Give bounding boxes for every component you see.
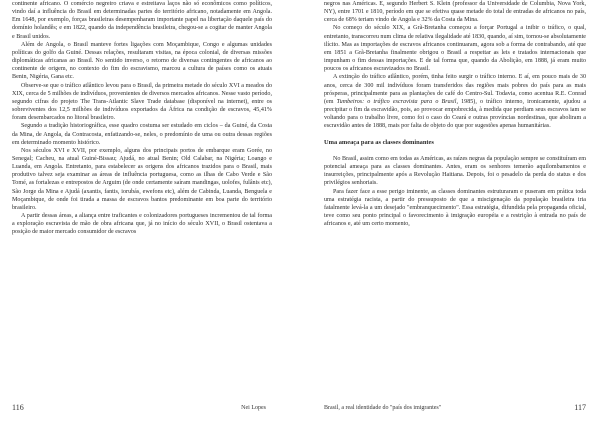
left-page-text	[12, 0, 272, 237]
page-number: 116	[12, 403, 24, 412]
paragraph: Observe-se que o tráfico atlântico levou para o Brasil, da primeira metade do século XVI a meados do XIX, cerca de 5 milhões de indivíduos, provenientes de diversos mercados africanos. Nesse vasto período, segundo cifras do projeto The Trans-Atlantic Slave Trade database (disponível na internet), entre os sobreviventes dos 12,5 milhões de indivíduos exportados da África na condição de escravos, 45,41% foram desembarcados no litoral brasileiro.	[12, 82, 272, 122]
paragraph: continente africano. O comércio negreiro criava e estreitava laços não só econômicos como políticos, vindo daí a influência do Brasil em determinadas partes do território africano, notadamente em Angola. Em 1648, por exemplo, forças brasileiras desempenharam importante papel na libertação daquele país do domínio holandês; e em 1822, quando da independência brasileira, chegou-se a cogitar de manter Angola e Brasil unidos.	[12, 1, 272, 40]
running-head: Nei Lopes	[241, 405, 266, 411]
paragraph-with-citation	[324, 73, 586, 130]
paragraph-text: A extinção do tráfico atlântico, porém, tinha feito surgir o tráfico interno. E aí, em pouco mais de 30 anos, cerca de 300 mil indivíduos foram transferidos das regiões mais pobres do país para as mais prósperas, principalmente para as plantações de café do Centro-Sul. Todavia, como acentua R.E. Conrad (em	[324, 74, 586, 105]
right-page-footer	[324, 402, 586, 414]
paragraph: negros nas Américas. E, segundo Herbert S. Klein (professor da Universidade de Columbia, Nova York, NY), entre 1701 e 1810, período em que se efetiva quase metade do total de entradas de africanos no país, cerca de 68% teriam vindo de Angola e 32% da Costa da Mina.	[324, 1, 586, 24]
right-page-text	[324, 0, 586, 228]
paragraph: No Brasil, assim como em todas as Américas, as raízes negras da população sempre se constituíram em potencial ameaça para as classes dominantes. Antes, eram os senhores temerão aquilombamentos e insurreições, principalmente após a Revolução Haitiana. Depois, foi o pesadelo da perda do status e dos privilégios senhoriais.	[324, 155, 586, 187]
running-head: Brasil, a real identidade do "país dos imigrantes"	[324, 405, 442, 411]
section-heading: Uma ameaça para as classes dominantes	[324, 138, 434, 146]
paragraph-text: , 1985), o tráfico interno, ironicamente, ajudou a precipitar o fim da escravidão, pois, ao provocar empobrecida, à medida que perdiam seus escravos iam se voltando para o trabalho livre, como foi o caso do Ceará e outras províncias nordestinas, que aboliram a escravidão antes de 1888, mais por falta de objeto do que por sugestões apenas humanitárias.	[324, 98, 587, 130]
paragraph: Segundo a tradição historiográfica, esse quadro costuma ser estudado em ciclos – da Guiné, da Costa da Mina, de Angola, da Contracosta, enfatizando-se, neles, o predomínio de uma ou outra dessas regiões em determinado momento histórico.	[12, 123, 272, 146]
paragraph: Para fazer face a esse perigo iminente, as classes dominantes estruturaram e puseram em prática toda uma estratégia racista, a partir do pressuposto de que a miscigenação da população brasileira iria fatalmente levá-la a um desejado "embranquecimento". Essa estratégia, difundida pela propaganda oficial, teve como seu ponto principal o favorecimento à imigração européia e a restrição à entrada no país de africanos e, até um certo momento,	[324, 188, 586, 228]
paragraph: Nos séculos XVI e XVII, por exemplo, alguns dos principais portos de embarque eram Gorée, no Senegal; Cacheu, na atual Guiné-Bissau; Ajudá, no atual Benin; Old Calabar, na Nigéria; Loango e Luanda, em Angola. Entretanto, para estabelecer as origens dos africanos trazidos para o Brasil, mais produtivo talvez seja examinar as áreas de influência portuguesa, como as ilhas de Cabo Verde e São Tomé, as fortalezas e entrepostos de Arguim (de onde certamente saíram mandingas, uolofes, fulânis etc), São Jorge da Mina e Ajudá (axantis, fantis, iorubás, ewefons etc), além de Cabinda, Luanda, Benguela e Moçambique, de onde foi tirada a massa de escravos bantos predominante em boa parte do território brasileiro.	[12, 147, 272, 211]
book-title-italic: Tumbeiros: o tráfico escravista para o Brasil	[336, 98, 457, 105]
paragraph: No começo do século XIX, a Grã-Bretanha começou a forçar Portugal a inibir o tráfico, o qual, entretanto, transcorreu num clima de relativa ilegalidade até 1830, quando, aí sim, tornou-se absolutamente ilícito. Mas as importações de escravos africanos continuaram, agora sob a forma de contrabando, até que em 1851 a Grã-Bretanha finalmente obrigou o Brasil a respeitar as leis e tratados internacionais que impunham o fim dessas importações. E de tal forma que, quando da Abolição, em 1888, já eram muito poucos os africanos escravizados no Brasil.	[324, 25, 586, 73]
paragraph: Além de Angola, o Brasil manteve fortes ligações com Moçambique, Congo e algumas unidades políticas do golfo da Guiné. Dessas relações, resultaram visitas, na época colonial, de diversas missões diplomáticas africanas ao Brasil. No sentido inverso, o retorno de diversas contingentes de africanos ao continente de origem, no contexto do fim do escravismo, marcou a cultura de países como os atuais Benin, Nigéria, Gana etc.	[12, 41, 272, 81]
paragraph: A partir dessas áreas, a aliança entre traficantes e colonizadores portugueses incrementou de tal forma a exploração escravista de mão de obra africana que, já no início do século XVII, o Brasil ostentava a posição de maior mercado consumidor de escravos	[12, 213, 272, 236]
section-spacer	[324, 131, 586, 139]
page-number: 117	[574, 403, 586, 412]
left-page-footer	[12, 402, 272, 414]
section-spacer	[324, 147, 586, 155]
